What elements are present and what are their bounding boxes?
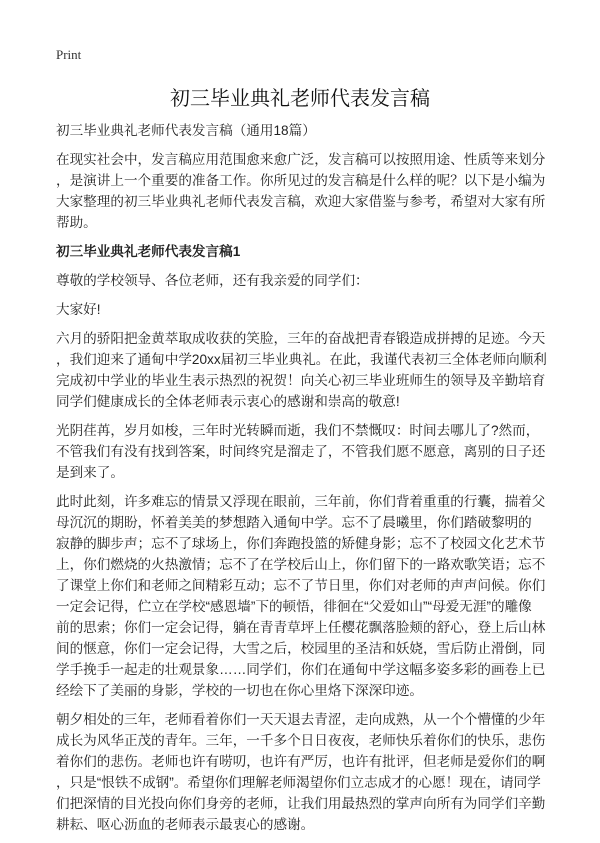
text-line: 光阴荏苒，岁月如梭，三年时光转瞬而逝，我们不禁慨叹：时间去哪儿了?然而，	[56, 423, 540, 438]
hello: 大家好!	[56, 302, 101, 317]
text-line: 学手挽手一起走的壮观景象……同学们，你们在通甸中学这幅多姿多彩的画卷上已	[56, 662, 546, 677]
text-line: ，我们迎来了通甸中学20xx届初三毕业典礼。在此，我谨代表初三全体老师向顺利	[56, 352, 547, 367]
text-line: 前的思索；你们一定会记得，躺在青青草坪上任樱花飘落脸颊的舒心，登上后山林	[56, 620, 546, 635]
text-line: ，是演讲上一个重要的准备工作。你所见过的发言稿是什么样的呢？以下是小编为	[56, 173, 546, 188]
text-line: 耕耘、呕心沥血的老师表示最衷心的感谢。	[56, 817, 315, 832]
text-line: 此时此刻，许多难忘的情景又浮现在眼前，三年前，你们背着重重的行囊，揣着父	[56, 494, 546, 509]
text-line: 大家整理的初三毕业典礼老师代表发言稿，欢迎大家借鉴与参考，希望对大家有所	[56, 194, 546, 209]
text-line: 成长为风华正茂的青年。三年，一千多个日日夜夜，老师快乐着你们的快乐，悲伤	[56, 733, 546, 748]
text-line: 朝夕相处的三年，老师看着你们一天天退去青涩，走向成熟，从一个个懵懂的少年	[56, 712, 546, 727]
paragraph	[56, 328, 556, 412]
paragraph	[56, 709, 556, 835]
document-body	[56, 120, 556, 843]
text-line: 同学们健康成长的全体老师表示衷心的感谢和崇高的敬意!	[56, 394, 400, 409]
text-line: 们把深情的目光投向你们身旁的老师，让我们用最热烈的掌声向所有为同学们辛勤	[56, 796, 546, 811]
print-link[interactable]: Print	[56, 47, 82, 62]
text-line: 六月的骄阳把金黄萃取成收获的笑脸，三年的奋战把青春锻造成拼搏的足迹。今天	[56, 331, 546, 346]
text-line: ，只是“恨铁不成钢”。希望你们理解老师渴望你们立志成才的心愿！现在，请同学	[56, 775, 541, 790]
intro-paragraph	[56, 149, 556, 233]
paragraph	[56, 491, 556, 701]
text-line: 不管我们有没有找到答案，时间终究是溜走了，不管我们愿不愿意，离别的日子还	[56, 444, 546, 459]
text-line: 帮助。	[56, 215, 97, 230]
text-line: 寂静的脚步声；忘不了球场上，你们奔跑投篮的矫健身影；忘不了校园文化艺术节	[56, 536, 546, 551]
text-line: 在现实社会中，发言稿应用范围愈来愈广泛，发言稿可以按照用途、性质等来划分	[56, 152, 546, 167]
text-line: 一定会记得，伫立在学校“感恩墙”下的顿悟，徘徊在“父爱如山”“母爱无涯”的雕像	[56, 599, 532, 614]
text-line: 上，你们燃烧的火热激情；忘不了在学校后山上，你们留下的一路欢歌笑语；忘不	[56, 557, 546, 572]
text-line: 间的惬意，你们一定会记得，大雪之后，校园里的圣洁和妖娆，雪后防止滑倒，同	[56, 641, 546, 656]
greeting: 尊敬的学校领导、各位老师，还有我亲爱的同学们：	[56, 273, 369, 288]
text-line: 是到来了。	[56, 465, 124, 480]
page-title: 初三毕业典礼老师代表发言稿	[170, 88, 430, 110]
text-line: 经绘下了美丽的身影，学校的一切也在你心里烙下深深印迹。	[56, 683, 424, 698]
text-line: 母沉沉的期盼，怀着美美的梦想踏入通甸中学。忘不了晨曦里，你们踏破黎明的	[56, 515, 532, 530]
paragraph	[56, 420, 556, 483]
text-line: 着你们的悲伤。老师也许有唠叨，也许有严厉，也许有批评，但老师是爱你们的啊	[56, 754, 546, 769]
section-heading: 初三毕业典礼老师代表发言稿1	[56, 244, 241, 259]
text-line: 完成初中学业的毕业生表示热烈的祝贺！向关心初三毕业班师生的领导及辛勤培育	[56, 373, 546, 388]
subtitle: 初三毕业典礼老师代表发言稿（通用18篇）	[56, 123, 316, 138]
text-line: 了课堂上你们和老师之间精彩互动；忘不了节日里，你们对老师的声声问候。你们	[56, 578, 546, 593]
